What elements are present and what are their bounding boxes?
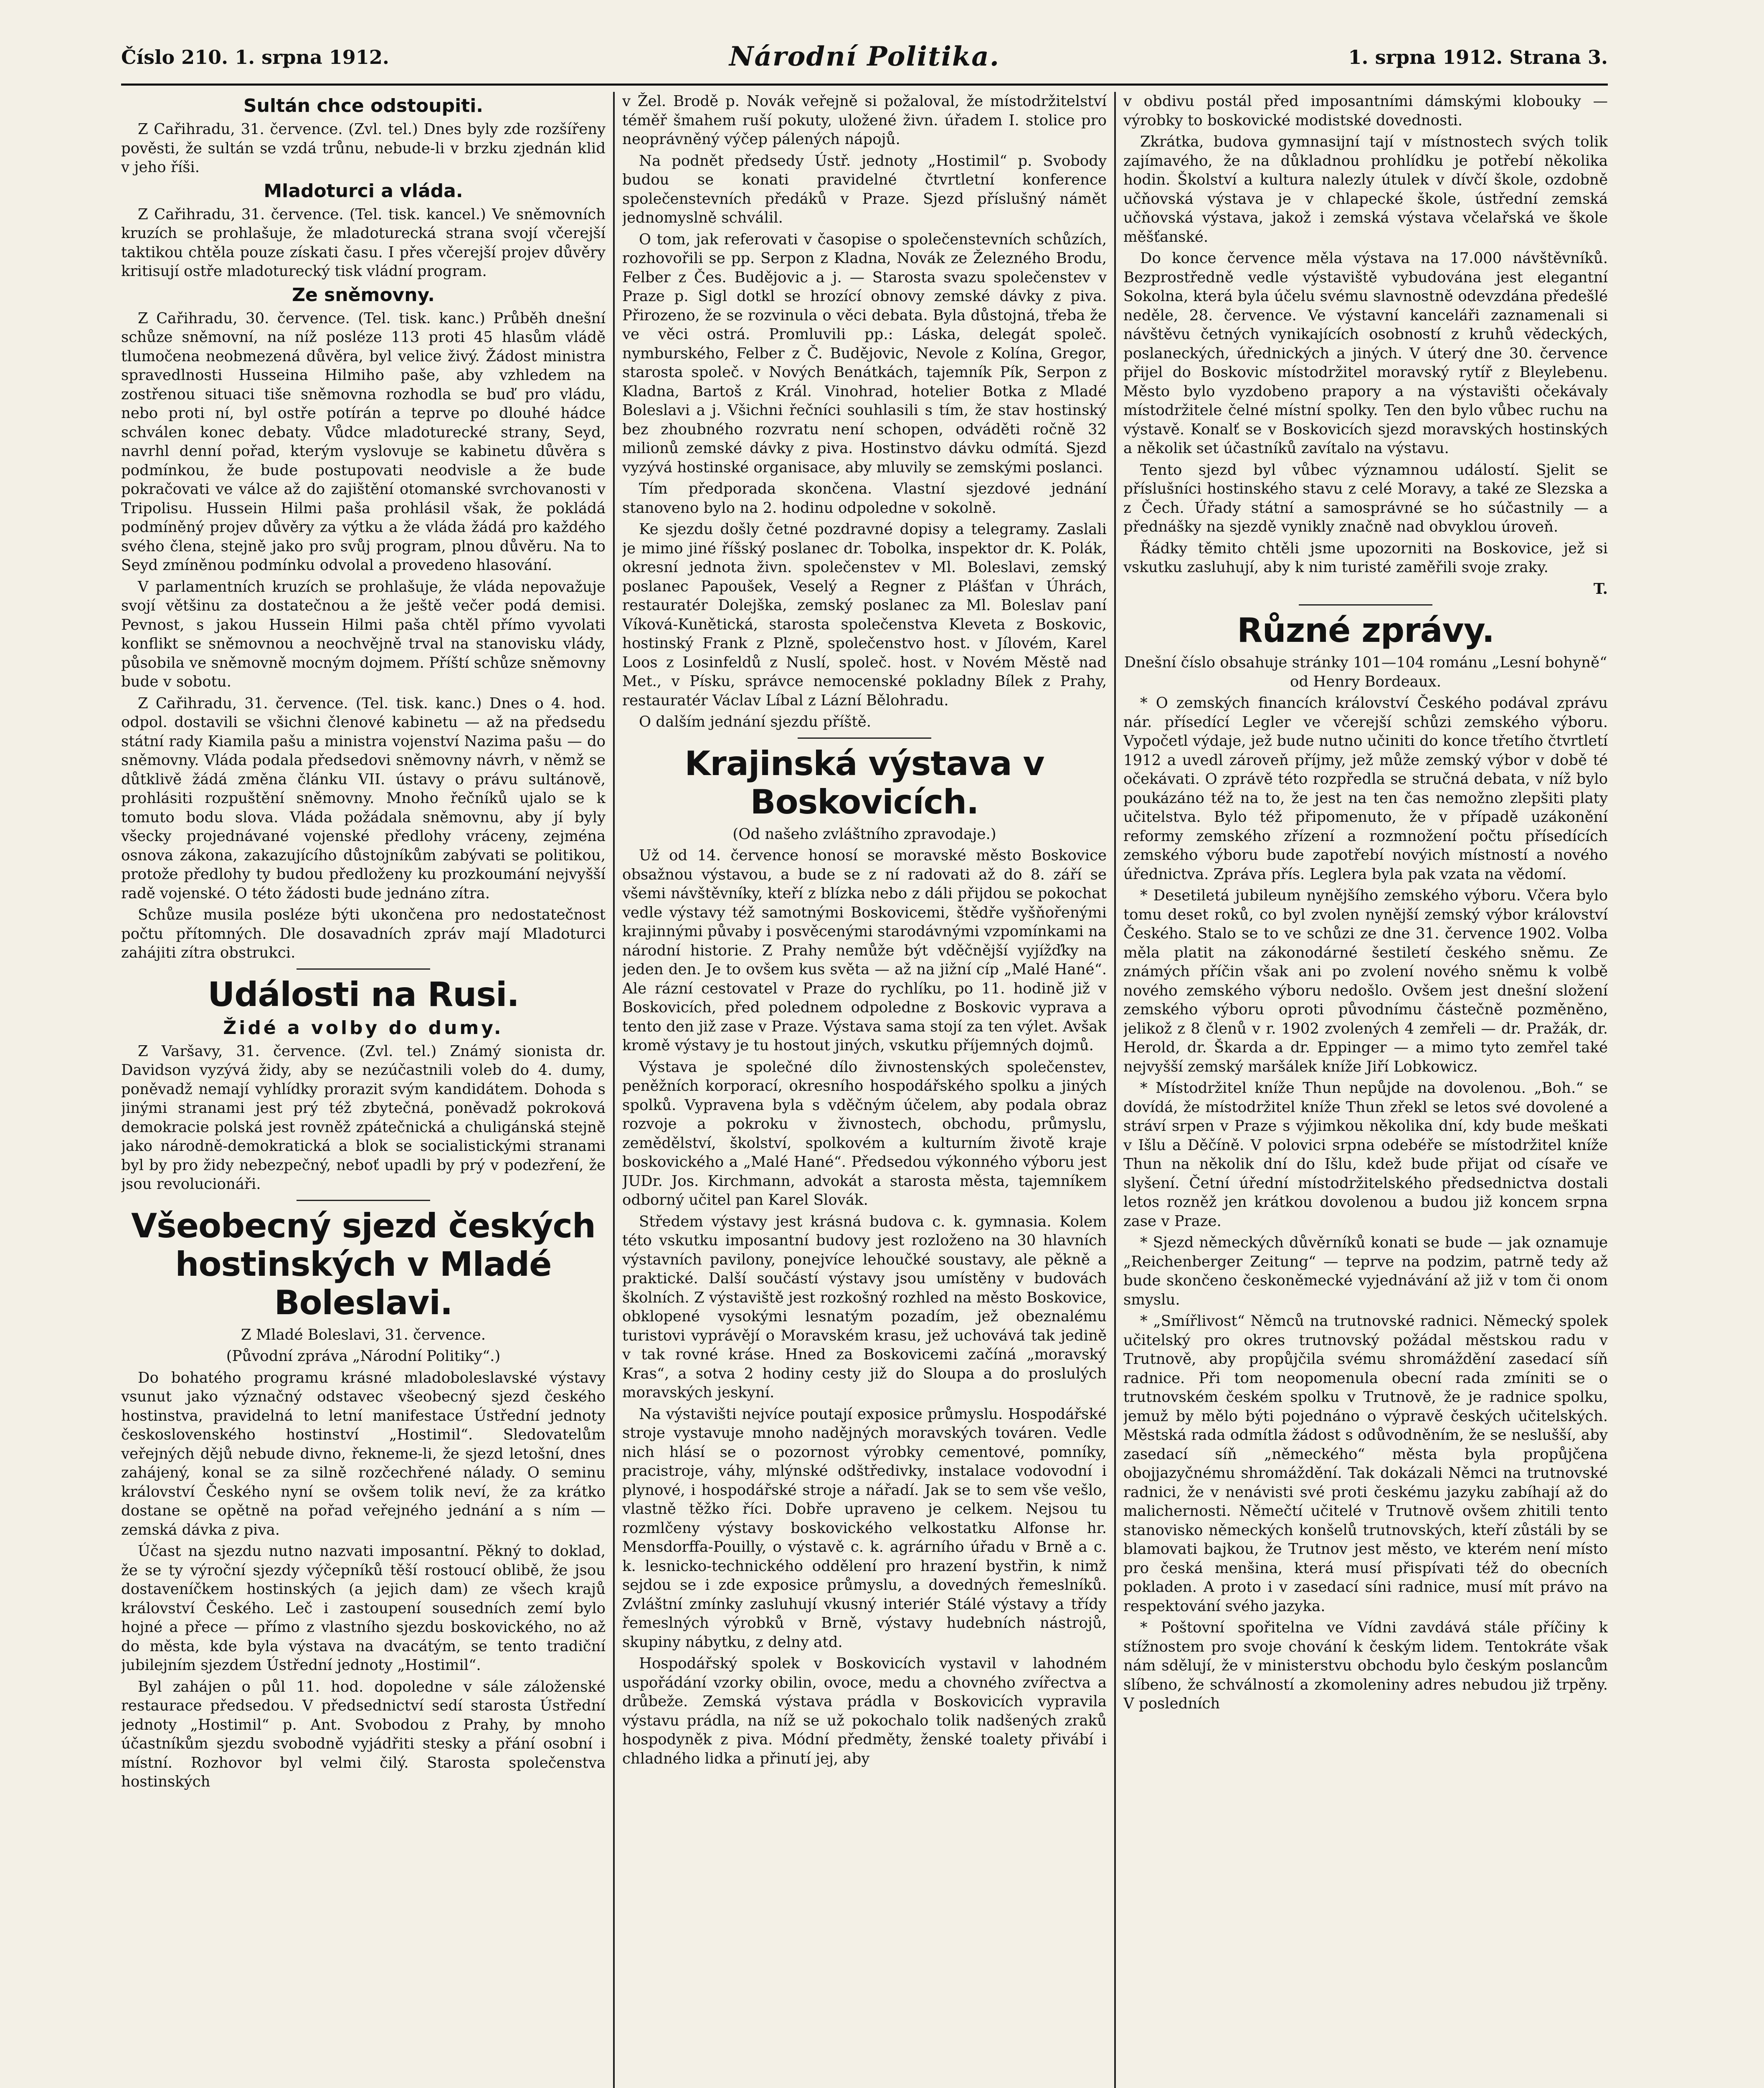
article-paragraph: Z Cařihradu, 31. července. (Zvl. tel.) Dnes byly zde rozšířeny pověsti, že sultán se vzdá trůnu, nebude-li v brzku zjednán klid v jeho říši. [121, 121, 606, 176]
article-paragraph: Řádky těmito chtěli jsme upozorniti na Boskovice, jež si vskutku zasluhují, aby k nim turisté zaměřili svoje zraky. [1123, 540, 1608, 576]
article-paragraph: Středem výstavy jest krásná budova c. k. gymnasia. Kolem této vskutku imposantní budovy jest rozloženo na 30 hlavních výstavních pavilony, ponejvíce lehoučké soustavy, ale pěkně a praktické. Další součástí výstavy jsou umístěny v budovách školních. Z výstaviště jest rozkošný rozhled na město Boskovice, obklopené vysokými lesnatým pozadím, jež obeznalému turistovi vyprávějí o Moravském krasu, jež uchovává tak jedině v tak rovné kráse. Hned za Boskovicemi začíná „moravský Kras“, a sotva 2 hodiny cesty již do Sloupa a do proslulých moravských jeskyní. [622, 1213, 1107, 1401]
article-paragraph: O tom, jak referovati v časopise o společenstevních schůzích, rozhovořili se pp. Serpon z Kladna, Novák ze Železného Brodu, Felber z Čes. Budějovic a j. — Starosta svazu společenstev v Praze p. Sigl dotkl se hrozící obnovy zemské dávky z piva. Přirozeno, že se rozvinula o věci debata. Byla důstojná, třeba že ve věci ostrá. Promluvili pp.: Láska, delegát společ. nymburského, Felber z Č. Budějovic, Nevole z Kolína, Gregor, starosta společ. v Nových Benátkách, tajemník Pík, Serpon z Kladna, Bartoš z Král. Vinohrad, hotelier Botka z Mladé Boleslavi a j. Všichni řečníci souhlasili s tím, že stav hostinský bez zhoubného rozvratu není schopen, odváděti ročně 32 milionů zemské dávky z piva. Hostinstvo dávku odmítá. Sjezd vyzývá hostinské organisace, aby mluvily se zemskými poslanci. [622, 231, 1107, 476]
article-paragraph: Do bohatého programu krásné mladoboleslavské výstavy vsunut jako význačný odstavec všeobecný sjezd českého hostinstva, pravidelná to letní manifestace Ústřední jednoty československého hostinství „Hostimil“. Sledovatelům veřejných dějů nebude divno, řekneme-li, že sjezd letošní, dnes zahájený, konal se za silně rozčechřené nálady. O seminu království Českého nyní se ovšem tolik neví, že za krátko dostane se opětně na pořad veřejného jednání a s ním — zemská dávka z piva. [121, 1369, 606, 1538]
article-paragraph: Z Cařihradu, 31. července. (Tel. tisk. kanc.) Dnes o 4. hod. odpol. dostavili se všichni členové kabinetu — až na předsedu státní rady Kiamila pašu a ministra vojenství Nazima pašu — do sněmovny. Vláda podala předsedovi sněmovny návrh, v němž se důtklivě žádá změna článku VII. ústavy o právu sultánově, prohlásiti rozpuštění sněmovny. Mnoho řečníků ujalo se k tomuto bodu slova. Vláda požádala sněmovnu, aby jí byly všecky projednávané vojenské předlohy vráceny, zejména osnova zákona, zakazujícího důstojníkům zabývati se politikou, protože předlohy ty budou předloženy ku prozkoumání nejvyšší radě vojenské. O této žádosti bude jednáno zítra. [121, 694, 606, 902]
article-paragraph: Ke sjezdu došly četné pozdravné dopisy a telegramy. Zaslali je mimo jiné říšský poslanec dr. Tobolka, inspektor dr. K. Polák, okresní jednota živn. společenstev v Ml. Boleslavi, zemský poslanec Papoušek, Veselý a Regner z Plášťan v Úhrách, restauratér Dolejška, zemský poslanec za Ml. Boleslav paní Víková-Kunětická, starosta společenstva Kleveta z Boskovic, hostinský Frank z Plzně, společenstvo host. v Jílovém, Karel Loos z Losinfeldů z Nuslí, společ. host. v Novém Městě nad Met., v Písku, správce nemocenské pokladny Bílek z Prahy, restauratér Václav Líbal z Lázní Bělohradu. [622, 521, 1107, 709]
article-paragraph: Na výstavišti nejvíce poutají exposice průmyslu. Hospodářské stroje vystavuje mnoho nadějných moravských továren. Vedle nich hlásí se o pozornost výrobky cementové, pomníky, pracistroje, váhy, mlýnské odštředivky, instalace vodovodní i plynové, i hospodářské stroje a nářadí. Jak se to sem vše vešlo, vlastně těžko říci. Dobře upraveno je celkem. Nejsou tu rozmlčeny výstavy boskovického velkostatku Alfonse hr. Mensdorffa-Pouilly, o výstavě c. k. agrárního úřadu v Brně a c. k. lesnicko-technického oddělení pro hrazení bystřin, k nimž sejdou se i zde exposice průmyslu, a dovedných řemeslníků. Zvláštní zmínky zasluhují vkusný interiér Stálé výstavy a třídy řemeslných výrobků v Brně, výstavy hudebních nástrojů, skupiny nábytku, z delny atd. [622, 1405, 1107, 1651]
article-paragraph: Z Varšavy, 31. července. (Zvl. tel.) Známý sionista dr. Davidson vyzývá židy, aby se nezúčastnili voleb do 4. dumy, poněvadž nemají vyhlídky prorazit svým kandidátem. Dohoda s jinými stranami jest prý též zbytečná, poněvadž pokroková demokracie polská jest rovněž zpátečnická a chuligánská stejně jako národně-demokratická a blok se socialistickými stranami byl by pro židy nebezpečný, neboť upadli by prý v podezření, že jsou revolucionáři. [121, 1042, 606, 1193]
article-headline: Sultán chce odstoupiti. [243, 95, 484, 117]
page-header [121, 33, 1608, 86]
article-paragraph: Výstava je společné dílo živnostenských společenstev, peněžních korporací, okresního hospodářského spolku a jiných spolků. Vypravena byla s vděčným účelem, aby podala obraz rozvoje a pokroku v živnostech, obchodu, průmyslu, zemědělství, školství, spolkovém a kulturním životě kraje boskovického a „Malé Hané“. Předsedou výkonného výboru jest JUDr. Jos. Kirchmann, advokát a starosta města, tajemníkem odborný učitel pan Karel Slovák. [622, 1058, 1107, 1209]
author-signature: T. [1593, 580, 1608, 598]
news-item: * Místodržitel kníže Thun nepůjde na dovolenou. „Boh.“ se dovídá, že místodržitel kníže Thun zřekl se letos své dovolené a stráví srpen v Praze s výjimkou několika dní, kdy bude meškati v Išlu a Děčíně. V polovici srpna odebéře se místodržitel kníže Thun na několik dní do Išlu, kdež bude přijat od císaře ve slyšení. Četní úřední místodržitelského předsednictva dostali letos rozněž jen krátkou dovolenou a budou již koncem srpna zase v Praze. [1123, 1079, 1608, 1230]
article-headline: Mladoturci a vláda. [264, 180, 463, 202]
column-divider [613, 92, 615, 2088]
page-date-number: 1. srpna 1912. Strana 3. [1348, 46, 1608, 68]
article-paragraph: Už od 14. července honosí se moravské město Boskovice obsažnou výstavou, a bude se z ní radovati až do 8. září se všemi návštěvníky, kteří z blízka nebo z dáli přijdou se pokochat vedle výstavy též samotnými Boskovicemi, štědře vyšňořenými krajinnými půvaby i posvěcenými starodávnými vzpomínkami na národní historie. Z Prahy nemůže být vděčnější vyjížďky na jeden den. Je to ovšem kus světa — až na jižní cíp „Malé Hané“. Ale rázní cestovatel v Praze do rychlíku, po 11. hodině již v Boskovicích, před polednem odpoledne z Boskovic vyprava a tento den již zase v Praze. Výstava sama stojí za ten výlet. Avšak kromě výstavy je tu hostout jiných, vskutku příjemných dojmů. [622, 847, 1107, 1054]
article-paragraph: Tím předporada skončena. Vlastní sjezdové jednání stanoveno bylo na 2. hodinu odpoledne v sokolně. [622, 480, 1107, 517]
article-paragraph: Zkrátka, budova gymnasijní tají v místnostech svých tolik zajímavého, že na důkladnou prohlídku je potřebí několika hodin. Školství a kultura nalezly útulek v dívčí škole, ozdobně učňovská výstava je v chlapecké škole, ústřední zemská učňovská výstava, jakož i zemská výstava včelařská ve škole měšťanské. [1123, 133, 1608, 246]
article-paragraph: Byl zahájen o půl 11. hod. dopoledne v sále záloženské restaurace předsedou. V předsednictví sedí starosta Ústřední jednoty „Hostimil“ p. Ant. Svobodou z Prahy, by mnoho účastníkům sjezdu svobodně vyjádřiti stesky a přání osobní i místní. Rozhovor byl velmi čilý. Starosta společenstva hostinských [121, 1678, 606, 1790]
article-headline: Různé zprávy. [1237, 611, 1494, 650]
article-headline: Krajinská výstava v Boskovicích. [684, 744, 1044, 821]
article-paragraph: Do konce července měla výstava na 17.000 návštěvníků. Bezprostředně vedle výstaviště vybudována jest elegantní Sokolna, která byla účelu svému slavnostně odevzdána předešlé neděle, 28. července. Ve výstavní kanceláři zaznamenali si návštěvu četných vynikajících osobností z kruhů vědeckých, poslaneckých, úřednických a jiných. V úterý dne 30. července přijel do Boskovic místodržitel moravský rytíř z Bleylebenu. Město bylo vyzdobeno prapory a na výstavišti očekávaly místodržitele čelné místní spolky. Ten den bylo vůbec ruchu na výstavě. Konalť se v Boskovicích sjezd moravských hostinských a několik set účastníků zavítalo na výstavu. [1123, 250, 1608, 457]
article-paragraph: Účast na sjezdu nutno nazvati imposantní. Pěkný to doklad, že se ty výroční sjezdy výčepníků těší rostoucí oblibě, že jsou dostaveníčkem hostinských (a jejich dam) ze všech krajů království Českého. Leč i zastoupení sousedních zemí bylo hojné a přece — přímo z vlastního sjezdu boskovického, no až do města, kde byla výstava na dvacátým, se tento tradiční jubilejním sjezdem Ústřední jednoty „Hostimil“. [121, 1543, 606, 1674]
news-item: * „Smířlivost“ Němců na trutnovské radnici. Německý spolek učitelský pro okres trutnovský požádal městskou radu v Trutnově, aby propůjčila svému shromáždění zasedací síň radnice. Při tom neopomenula obecní rada zmíniti se o trutnovském českém spolku v Trutnově, že je radnice spolku, jemuž by mělo býti pojednáno o výpravě českých učitelských. Městská rada odmítla žádost s odůvodněním, že se neslušší, aby zasedací síň „německého“ města byla propůjčena obojjazyčnému shromáždění. Tak dokázali Němci na trutnovské radnici, že v nenávisti své proti českému jazyku zabíhají až do malichernosti. Němečtí učitelé v Trutnově ovšem zhitili tento stanovisko německých konšelů trutnovských, kteří zůstáli by se blamovati bajkou, že Trutnov jest město, ve kterém není místo pro česká menšina, která musí přispívati též do obecních pokladen. A proto i v zasedací síni radnice, musí mít právo na respektování svého jazyka. [1123, 1313, 1608, 1615]
article-dateline: Z Mladé Boleslavi, 31. července. [241, 1326, 486, 1343]
column-3 [1123, 92, 1608, 2088]
supplement-note: Dnešní číslo obsahuje stránky 101—104 románu „Lesní bohyně“ od Henry Bordeaux. [1124, 654, 1607, 690]
article-headline: Ze sněmovny. [292, 284, 435, 306]
article-paragraph: Z Cařihradu, 30. července. (Tel. tisk. kanc.) Průběh dnešní schůze sněmovní, na níž posléze 113 proti 45 hlasům vládě tlumočena neobmezená důvěra, byl velice živý. Žádost ministra spravedlnosti Husseina Hilmiho paše, aby vzhledem na zostřenou situaci tiše sněmovna rozhodla se buď pro vládu, nebo proti ní, byl ostře potírán a teprve po dlouhé hádce schválen konec debaty. Vůdce mladoturecké strany, Seyd, navrhl denní pořad, kterým vyslovuje se kabinetu důvěra s podmínkou, že bude postupovati neodvisle a že bude pokračovati ve válce až do zajištění otomanské svrchovanosti v Tripolisu. Hussein Hilmi paša prohlásil však, že pokládá podmíněný projev důvěry za výtku a že vláda žádá pro každého svého člena, stejně jako pro svůj program, plnou důvěru. Na to Seyd zmíněnou podmínku odvolal a provedeno hlasování. [121, 309, 606, 574]
article-paragraph: Tento sjezd byl vůbec významnou událostí. Sjelit se příslušníci hostinského stavu z celé Moravy, a také ze Slezska a z Čech. Úřady státní a samosprávné se ho súčastnily — a přednášky na sjezdě vynikly značně nad obvyklou úroveň. [1123, 461, 1608, 535]
masthead-title: Národní Politika. [729, 41, 1000, 72]
article-paragraph: Z Cařihradu, 31. července. (Tel. tisk. kancel.) Ve sněmovních kruzích se prohlašuje, že mladoturecká strana svojí včerejší taktikou chtěla pouze získati času. I přes včerejší projev důvěry kritisují ostře mladoturecký tisk vládní program. [121, 205, 606, 280]
article-subheadline: Židé a volby do dumy. [223, 1017, 504, 1039]
article-paragraph: Hospodářský spolek v Boskovicích vystavil v lahodném uspořádání vzorky obilin, ovoce, medu a chovného zvířectva a drůbeže. Zemská výstava prádla v Boskovicích vypravila výstavu prádla, na níž se už pokochalo tolik nadšených zraků hospodyněk z piva. Módní předměty, ženské toalety přivábí i chladného lidka a přinutí jej, aby [622, 1655, 1107, 1767]
article-source: (Původní zpráva „Národní Politiky“.) [226, 1348, 501, 1365]
news-item: * O zemských financích království Českého podával zprávu nár. přísedící Legler ve včerejší schůzi zemského výboru. Vypočetl výdaje, jež bude nutno učiniti do konce třetího čtvrtletí 1912 a uvedl zároveň příjmy, jež může zemský výbor v době té očekávati. O zprávě této rozpředla se stručná debata, v níž bylo poukázáno též na to, že jest na ten čas nemožno zlepšiti platy učitelstva. Bylo též připomenuto, že v případě uzákonění reformy zemského zřízení a rozmnožení počtu přísedících zemského výboru bude zapotřebí novýich místností a nového úřednictva. Zpráva přís. Leglera byla pak vzata na vědomí. [1123, 694, 1608, 883]
news-item: * Sjezd německých důvěrníků konati se bude — jak oznamuje „Reichenberger Zeitung“ — teprve na podzim, patrně tedy až bude skončeno českoněmecké vyjednávání až již v tom či onom smyslu. [1123, 1234, 1608, 1308]
article-paragraph: O dalším jednání sjezdu příště. [639, 713, 872, 730]
column-2 [622, 92, 1107, 2088]
article-paragraph: v obdivu postál před imposantními dámskými klobouky — výrobky to boskovické modistské dovednosti. [1123, 93, 1608, 129]
section-rule [297, 1200, 430, 1201]
article-paragraph: Na podnět předsedy Ústř. jednoty „Hostimil“ p. Svobody budou se konati pravidelné čtvrtletní konference společenstevních předáků v Praze. Sjezd příslušný námět jednomyslně schválil. [622, 152, 1107, 226]
column-divider [1114, 92, 1116, 2088]
article-source: (Od našeho zvláštního zpravodaje.) [732, 825, 996, 843]
article-paragraph: v Žel. Brodě p. Novák veřejně si požaloval, že místodržitelství téměř šmahem ruší pokuty, uložené živn. úřadem I. stolice pro neoprávněný výčep pálených nápojů. [622, 93, 1107, 148]
article-headline: Události na Rusi. [208, 975, 519, 1014]
column-1 [121, 92, 606, 2088]
news-item: * Desetiletá jubileum nynějšího zemského výboru. Včera bylo tomu deset roků, co byl zvolen nynější zemský výbor království Českého. Stalo se to ve schůzi ze dne 31. července 1902. Volba měla platit na zákonodárné šestiletí českého sněmu. Ze známých příčin však ani po zvolení nového sněmu k volbě nového zemského výboru nedošlo. Ovšem jest dnešní složení zemského výboru oproti původnímu částečně pozměněno, jelikož z 8 členů v r. 1902 zvolených 4 zemřeli — dr. Pražák, dr. Herold, dr. Škarda a dr. Eppinger — a mimo tyto zemřel také nejvyšší zemský maršálek kníže Jiří Lobkowicz. [1123, 887, 1608, 1075]
issue-number: Číslo 210. 1. srpna 1912. [121, 46, 389, 68]
article-paragraph: V parlamentních kruzích se prohlašuje, že vláda nepovažuje svojí většinu za dostatečnou a že ještě večer podá demisi. Pevnost, s jakou Hussein Hilmi paša chtěl přímo vyvolati konflikt se sněmovnou a neochvějně trval na stanovisku vlády, působila ve sněmovně mocným dojmem. Příští schůze sněmovny bude v sobotu. [121, 578, 606, 690]
section-rule [297, 968, 430, 970]
news-item: * Poštovní spořitelna ve Vídni zavdává stále příčiny k stížnostem pro svoje chování k českým lidem. Tentokráte však nám sdělují, že v ministerstvu obchodu bylo českým poslancům slíbeno, že schválností a zkomoleniny adres nebudou již trpěny. V posledních [1123, 1619, 1608, 1712]
section-rule [798, 737, 931, 739]
article-headline: Všeobecný sjezd českých hostinských v Mladé Boleslavi. [131, 1206, 596, 1322]
newspaper-page [121, 33, 1608, 2088]
article-paragraph: Schůze musila posléze býti ukončena pro nedostatečnost počtu přítomných. Dle dosavadních zpráv mají Mladoturci zahájiti zítra obstrukci. [121, 906, 606, 961]
section-rule [1299, 604, 1432, 606]
